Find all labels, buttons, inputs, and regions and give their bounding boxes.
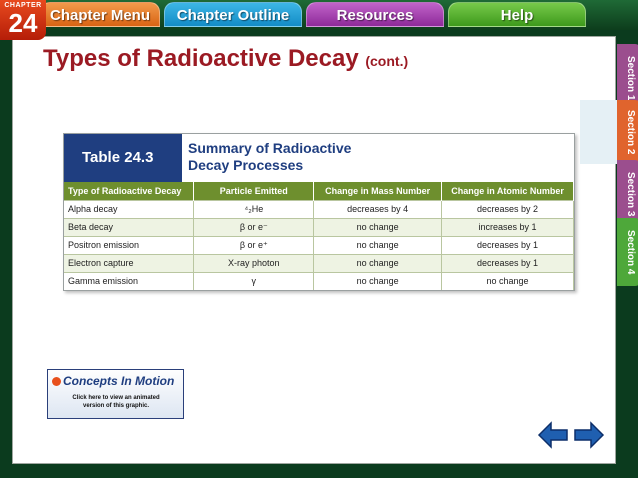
- page-title-text: Types of Radioactive Decay: [43, 45, 359, 72]
- chapter-label: CHAPTER: [4, 2, 42, 9]
- slide-content: [12, 36, 616, 464]
- decay-table-card: [63, 133, 575, 291]
- table-cell: decreases by 1: [442, 236, 574, 254]
- next-arrow-icon[interactable]: [573, 420, 605, 450]
- table-cell: Beta decay: [64, 218, 194, 236]
- table-cell: decreases by 4: [314, 200, 442, 218]
- table-caption: [188, 140, 438, 174]
- table-row: [64, 236, 574, 254]
- tab-section-4[interactable]: Section 4: [617, 218, 638, 286]
- column-header: Type of Radioactive Decay: [64, 182, 194, 200]
- table-row: [64, 254, 574, 272]
- table-cell: decreases by 1: [442, 254, 574, 272]
- concepts-in-motion-logo: [52, 374, 180, 388]
- concepts-logo-text: Concepts In Motion: [63, 374, 175, 388]
- table-cell: no change: [314, 218, 442, 236]
- table-cell: Electron capture: [64, 254, 194, 272]
- table-cell: Alpha decay: [64, 200, 194, 218]
- table-row: [64, 218, 574, 236]
- concepts-caption-line-1: Click here to view an animated: [72, 395, 160, 401]
- concepts-in-motion-button[interactable]: [47, 369, 184, 419]
- concepts-caption: [52, 394, 180, 410]
- table-number: Table 24.3: [64, 134, 182, 182]
- table-cell: β or e⁻: [194, 218, 314, 236]
- tab-resources[interactable]: Resources: [306, 2, 444, 27]
- table-heading: [64, 134, 574, 182]
- table-cell: ⁴₂He: [194, 200, 314, 218]
- table-cell: no change: [314, 254, 442, 272]
- table-cell: no change: [442, 272, 574, 290]
- table-row: [64, 200, 574, 218]
- chapter-number: 24: [8, 8, 38, 38]
- chapter-badge[interactable]: [0, 0, 46, 40]
- table-caption-line-1: Summary of Radioactive: [188, 140, 352, 156]
- column-header: Change in Mass Number: [314, 182, 442, 200]
- page-title-suffix: (cont.): [365, 53, 409, 69]
- active-section-highlight: [580, 100, 620, 164]
- top-nav-bar: [0, 0, 638, 38]
- table-cell: Positron emission: [64, 236, 194, 254]
- table-cell: X-ray photon: [194, 254, 314, 272]
- tab-section-2[interactable]: Section 2: [617, 100, 638, 164]
- table-row: [64, 272, 574, 290]
- column-header: Change in Atomic Number: [442, 182, 574, 200]
- column-header: Particle Emitted: [194, 182, 314, 200]
- motion-dot-icon: [52, 377, 61, 386]
- page-title: [43, 45, 408, 73]
- tab-help[interactable]: Help: [448, 2, 586, 27]
- table-cell: no change: [314, 236, 442, 254]
- tab-section-3[interactable]: Section 3: [617, 160, 638, 228]
- table-cell: Gamma emission: [64, 272, 194, 290]
- table-cell: increases by 1: [442, 218, 574, 236]
- table-cell: γ: [194, 272, 314, 290]
- tab-section-1[interactable]: Section 1: [617, 44, 638, 112]
- table-cell: no change: [314, 272, 442, 290]
- concepts-caption-line-2: version of this graphic.: [82, 403, 149, 409]
- table-cell: β or e⁺: [194, 236, 314, 254]
- table-caption-line-2: Decay Processes: [188, 157, 304, 173]
- table-cell: decreases by 2: [442, 200, 574, 218]
- previous-arrow-icon[interactable]: [537, 420, 569, 450]
- decay-table: [64, 182, 574, 290]
- tab-chapter-outline[interactable]: Chapter Outline: [164, 2, 302, 27]
- tab-chapter-menu[interactable]: Chapter Menu: [40, 2, 160, 27]
- table-header-row: [64, 182, 574, 200]
